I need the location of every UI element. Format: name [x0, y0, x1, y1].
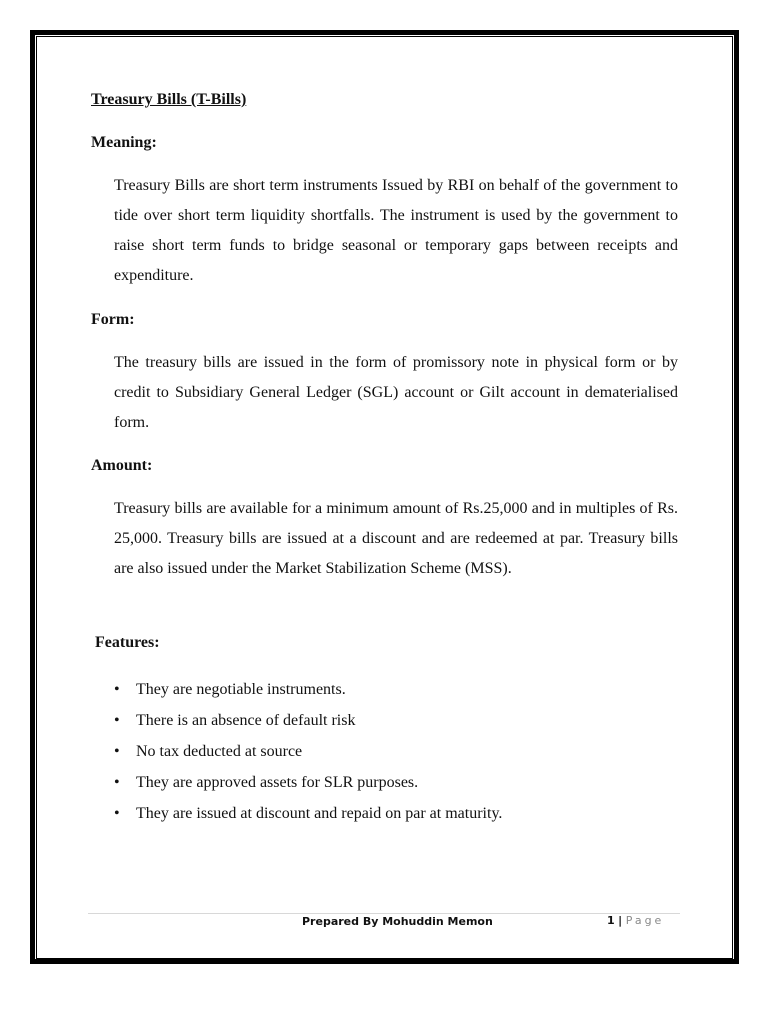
- paragraph-meaning: Treasury Bills are short term instruments Issued by RBI on behalf of the government to tide over short term liquidity shortfalls. The instrument is used by the government to raise short term funds to bridge seasonal or temporary gaps between receipts and expenditure.: [114, 177, 678, 284]
- list-item-text: They are negotiable instruments.: [136, 681, 346, 698]
- list-item: [114, 801, 502, 832]
- document-title: Treasury Bills (T-Bills): [91, 91, 247, 108]
- bullet-icon: •: [114, 712, 120, 729]
- list-item: [114, 770, 502, 801]
- paragraph-amount: Treasury bills are available for a minimum amount of Rs.25,000 and in multiples of Rs. 25,000. Treasury bills are issued at a discount and are redeemed at par. Treasury bills are also issued under the Market Stabilization Scheme (MSS).: [114, 500, 678, 577]
- list-item-text: They are approved assets for SLR purposes.: [136, 774, 419, 791]
- list-item: [114, 677, 502, 708]
- heading-features: Features:: [95, 634, 160, 651]
- heading-form: Form:: [91, 311, 135, 328]
- paragraph-form: The treasury bills are issued in the form of promissory note in physical form or by credit to Subsidiary General Ledger (SGL) account or Gilt account in dematerialised form.: [114, 354, 678, 431]
- page-separator: |: [618, 914, 623, 927]
- features-list: [114, 677, 502, 832]
- heading-amount: Amount:: [91, 457, 153, 474]
- bullet-icon: •: [114, 805, 120, 822]
- list-item-text: No tax deducted at source: [136, 743, 303, 760]
- list-item: [114, 708, 502, 739]
- page-label: Page: [625, 914, 665, 927]
- bullet-icon: •: [114, 681, 120, 698]
- bullet-icon: •: [114, 774, 120, 791]
- list-item-text: There is an absence of default risk: [136, 712, 356, 729]
- footer-author: Prepared By Mohuddin Memon: [302, 915, 493, 928]
- footer-divider: [88, 913, 680, 914]
- page-number-value: 1: [607, 914, 615, 927]
- list-item-text: They are issued at discount and repaid on par at maturity.: [136, 805, 503, 822]
- heading-meaning: Meaning:: [91, 134, 157, 151]
- page-number: [607, 914, 664, 927]
- bullet-icon: •: [114, 743, 120, 760]
- list-item: [114, 739, 502, 770]
